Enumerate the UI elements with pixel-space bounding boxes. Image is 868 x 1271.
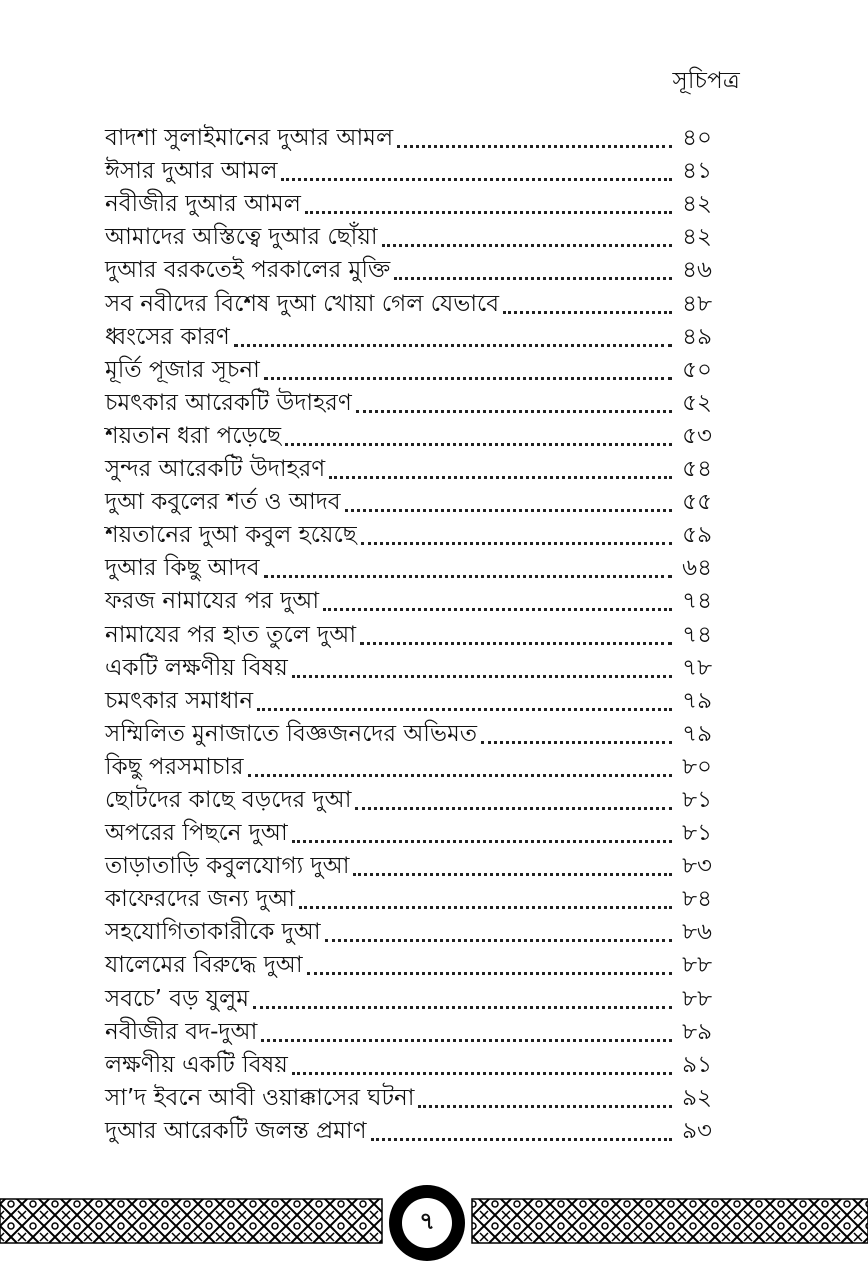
toc-entry-title: ছোটদের কাছে বড়দের দুআ — [105, 786, 352, 813]
toc-entry — [105, 183, 712, 216]
dotted-leader — [355, 806, 672, 810]
dotted-leader — [292, 1071, 672, 1075]
toc-entry-title: সা’দ ইবনে আবী ওয়াক্কাসের ঘটনা — [105, 1084, 415, 1111]
toc-entry-page: ৮১ — [682, 786, 712, 813]
toc-entry-title: নামাযের পর হাত তুলে দুআ — [105, 621, 357, 648]
dotted-leader — [261, 1038, 672, 1042]
dotted-leader — [292, 839, 672, 843]
decorative-footer-border — [0, 1193, 868, 1249]
toc-entry — [105, 1077, 712, 1110]
toc-entry-page: ৬৪ — [682, 555, 712, 582]
dotted-leader — [360, 641, 672, 645]
toc-entry — [105, 282, 712, 315]
toc-entry-page: ৪০ — [682, 125, 712, 152]
dotted-leader — [323, 607, 672, 611]
dotted-leader — [264, 574, 672, 578]
toc-entry — [105, 249, 712, 282]
dotted-leader — [371, 1137, 672, 1141]
dotted-leader — [285, 442, 672, 446]
toc-entry-title: কাফেরদের জন্য দুআ — [105, 886, 295, 913]
dotted-leader — [382, 243, 672, 247]
toc-entry — [105, 680, 712, 713]
page-title: সূচিপত্র — [672, 68, 740, 94]
toc-entry — [105, 845, 712, 878]
toc-entry — [105, 1011, 712, 1044]
dotted-leader — [248, 773, 672, 777]
dotted-leader — [305, 210, 672, 214]
toc-entry-page: ৮৬ — [682, 919, 712, 946]
dotted-leader — [325, 938, 672, 942]
toc-entry-title: শয়তান ধরা পড়েছে — [105, 422, 282, 449]
toc-entry — [105, 349, 712, 382]
toc-entry-title: শয়তানের দুআ কবুল হয়েছে — [105, 522, 357, 549]
toc-entry — [105, 117, 712, 150]
toc-entry-title: সম্মিলিত মুনাজাতে বিজ্ঞজনদের অভিমত — [105, 720, 478, 747]
toc-entry — [105, 911, 712, 944]
toc-entry-title: দুআর আরেকটি জলন্ত প্রমাণ — [105, 1117, 367, 1144]
dotted-leader — [253, 1005, 672, 1009]
toc-entry — [105, 415, 712, 448]
toc-entry-page: ৭৪ — [682, 621, 712, 648]
toc-entry-page: ৫২ — [682, 389, 712, 416]
toc-entry-page: ৯২ — [682, 1084, 712, 1111]
dotted-leader — [345, 508, 672, 512]
toc-entry-page: ৭৮ — [682, 654, 712, 681]
toc-entry-page: ৮১ — [682, 820, 712, 847]
toc-entry-page: ৪২ — [682, 224, 712, 251]
dotted-leader — [234, 343, 672, 347]
page-number-badge — [389, 1185, 465, 1261]
toc-entry — [105, 514, 712, 547]
toc-entry-page: ৫৩ — [682, 422, 712, 449]
toc-entry-page: ৫৪ — [682, 456, 712, 483]
toc-entry-page: ৮৩ — [682, 853, 712, 880]
dotted-leader — [361, 541, 672, 545]
toc-entry-page: ৪২ — [682, 191, 712, 218]
toc-entry-title: দুআর বরকতেই পরকালের মুক্তি — [105, 257, 391, 284]
toc-entry-page: ৯১ — [682, 1051, 712, 1078]
dotted-leader — [299, 905, 672, 909]
toc-entry-page: ৫৫ — [682, 489, 712, 516]
dotted-leader — [397, 144, 672, 148]
toc-entry — [105, 613, 712, 646]
toc-entry-title: দুআ কবুলের শর্ত ও আদব — [105, 489, 341, 516]
dotted-leader — [281, 177, 672, 181]
toc-entry — [105, 150, 712, 183]
toc-entry-title: ঈসার দুআর আমল — [105, 158, 278, 185]
dotted-leader — [418, 1104, 672, 1108]
toc-entry — [105, 216, 712, 249]
toc-entry-page: ৮৯ — [682, 1018, 712, 1045]
toc-entry — [105, 647, 712, 680]
dotted-leader — [264, 376, 672, 380]
toc-entry — [105, 713, 712, 746]
dotted-leader — [257, 707, 672, 711]
dotted-leader — [503, 310, 672, 314]
toc-entry-title: সহযোগিতাকারীকে দুআ — [105, 919, 321, 946]
toc-entry-page: ৮৮ — [682, 952, 712, 979]
toc-entry-title: আমাদের অস্তিত্বে দুআর ছোঁয়া — [105, 224, 378, 251]
dotted-leader — [356, 409, 672, 413]
dotted-leader — [353, 872, 672, 876]
toc-entry — [105, 382, 712, 415]
dotted-leader — [394, 276, 672, 280]
toc-entry-title: তাড়াতাড়ি কবুলযোগ্য দুআ — [105, 853, 350, 880]
toc-entry-title: কিছু পরসমাচার — [105, 753, 244, 780]
toc-entry-page: ৪৯ — [682, 323, 712, 350]
toc-entry — [105, 316, 712, 349]
toc-entry-title: চমৎকার আরেকটি উদাহরণ — [105, 389, 352, 416]
toc-entry — [105, 977, 712, 1010]
dotted-leader — [307, 971, 672, 975]
toc-entry — [105, 878, 712, 911]
toc-entry-page: ৭৪ — [682, 588, 712, 615]
toc-entry-title: যালেমের বিরুদ্ধে দুআ — [105, 952, 303, 979]
toc-entry — [105, 448, 712, 481]
toc-entry — [105, 746, 712, 779]
toc-entry — [105, 779, 712, 812]
toc-entry-page: ৮৮ — [682, 985, 712, 1012]
table-of-contents — [105, 117, 712, 1143]
toc-entry — [105, 547, 712, 580]
toc-entry-page: ৪৬ — [682, 257, 712, 284]
toc-entry-title: মূর্তি পূজার সূচনা — [105, 356, 260, 383]
toc-entry-title: অপরের পিছনে দুআ — [105, 820, 288, 847]
toc-entry-page: ৪১ — [682, 158, 712, 185]
toc-entry-page: ৯৩ — [682, 1117, 712, 1144]
toc-entry — [105, 1110, 712, 1143]
dotted-leader — [292, 674, 672, 678]
toc-entry-title: দুআর কিছু আদব — [105, 555, 260, 582]
toc-entry-title: সবচে’ বড় যুলুম — [105, 985, 249, 1012]
dotted-leader — [329, 475, 672, 479]
toc-entry-page: ৭৯ — [682, 687, 712, 714]
toc-entry — [105, 944, 712, 977]
toc-entry-page: ৮০ — [682, 753, 712, 780]
toc-entry-title: চমৎকার সমাধান — [105, 687, 254, 714]
dotted-leader — [481, 740, 672, 744]
page-number: ৭ — [402, 1198, 452, 1248]
toc-entry-title: নবীজীর দুআর আমল — [105, 191, 301, 218]
toc-entry-title: ফরজ নামাযের পর দুআ — [105, 588, 320, 615]
toc-entry — [105, 580, 712, 613]
toc-entry-title: ধ্বংসের কারণ — [105, 323, 230, 350]
toc-entry-page: ৮৪ — [682, 886, 712, 913]
toc-entry — [105, 1044, 712, 1077]
toc-entry — [105, 481, 712, 514]
toc-entry-title: সব নবীদের বিশেষ দুআ খোয়া গেল যেভাবে — [105, 290, 500, 317]
toc-entry-page: ৭৯ — [682, 720, 712, 747]
toc-entry-title: সুন্দর আরেকটি উদাহরণ — [105, 456, 326, 483]
toc-entry-title: নবীজীর বদ-দুআ — [105, 1018, 258, 1045]
toc-entry — [105, 812, 712, 845]
toc-entry-page: ৪৮ — [682, 290, 712, 317]
toc-entry-title: একটি লক্ষণীয় বিষয় — [105, 654, 288, 681]
toc-entry-page: ৫৯ — [682, 522, 712, 549]
toc-entry-page: ৫০ — [682, 356, 712, 383]
toc-entry-title: বাদশা সুলাইমানের দুআর আমল — [105, 125, 394, 152]
toc-entry-title: লক্ষণীয় একটি বিষয় — [105, 1051, 288, 1078]
